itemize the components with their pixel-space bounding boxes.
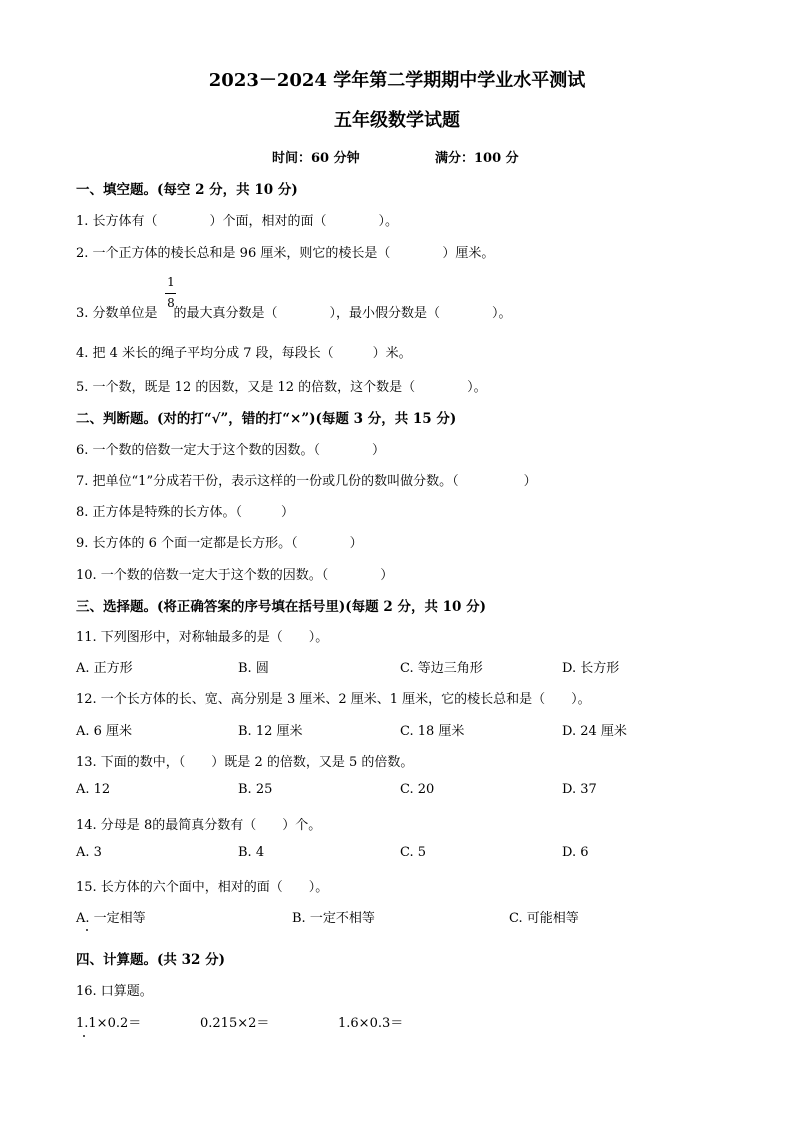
question-2: 2. 一个正方体的棱长总和是 96 厘米，则它的棱长是（ ）厘米。 (76, 246, 495, 261)
question-13: 13. 下面的数中，（ ）既是 2 的倍数，又是 5 的倍数。 (76, 755, 414, 770)
q13-option-a: A. 12 (76, 782, 111, 797)
question-6: 6. 一个数的倍数一定大于这个数的因数。（ ） (76, 443, 386, 458)
q11-option-d: D. 长方形 (562, 661, 620, 676)
question-10: 10. 一个数的倍数一定大于这个数的因数。（ ） (76, 568, 394, 583)
q13-option-b: B. 25 (238, 782, 273, 797)
question-12: 12. 一个长方体的长、宽、高分别是 3 厘米、2 厘米、1 厘米，它的棱长总和是（ ）。 (76, 692, 591, 707)
exam-time: 时间：60 分钟 (272, 151, 360, 166)
question-9: 9. 长方体的 6 个面一定都是长方形。（ ） (76, 536, 363, 551)
question-3-prefix: 3. 分数单位是 (76, 306, 158, 321)
section-true-false: 二、判断题。(对的打“√”，错的打“×”)(每题 3 分，共 15 分) (76, 411, 457, 427)
q12-option-b: B. 12 厘米 (238, 724, 303, 739)
fraction-denominator: 8 (167, 296, 175, 310)
q11-option-b: B. 圆 (238, 661, 269, 676)
fraction-numerator: 1 (167, 275, 175, 289)
stray-mark (86, 929, 88, 931)
q12-option-d: D. 24 厘米 (562, 724, 627, 739)
q11-option-c: C. 等边三角形 (400, 661, 483, 676)
q14-option-d: D. 6 (562, 845, 589, 860)
q14-option-b: B. 4 (238, 845, 265, 860)
calc-item-3: 1.6×0.3＝ (338, 1016, 404, 1031)
question-15: 15. 长方体的六个面中，相对的面（ ）。 (76, 880, 329, 895)
q15-option-b: B. 一定不相等 (292, 911, 375, 926)
calc-item-1: 1.1×0.2＝ (76, 1016, 142, 1031)
exam-score: 满分：100 分 (435, 151, 519, 166)
question-7: 7. 把单位“1”分成若干份，表示这样的一份或几份的数叫做分数。（ ） (76, 474, 537, 489)
question-16: 16. 口算题。 (76, 984, 153, 999)
fraction-bar (165, 293, 176, 294)
question-14: 14. 分母是 8的最简真分数有（ ）个。 (76, 818, 322, 833)
question-3-suffix: 的最大真分数是（ ），最小假分数是（ ）。 (173, 306, 512, 321)
question-8: 8. 正方体是特殊的长方体。（ ） (76, 505, 295, 520)
section-multiple-choice: 三、选择题。(将正确答案的序号填在括号里)(每题 2 分，共 10 分) (76, 599, 487, 615)
q14-option-c: C. 5 (400, 845, 427, 860)
question-1: 1. 长方体有（ ）个面，相对的面（ ）。 (76, 214, 399, 229)
q13-option-d: D. 37 (562, 782, 597, 797)
calc-item-2: 0.215×2＝ (200, 1016, 270, 1031)
q11-option-a: A. 正方形 (76, 661, 133, 676)
q14-option-a: A. 3 (76, 845, 102, 860)
section-fill-in-blank: 一、填空题。(每空 2 分，共 10 分) (76, 182, 298, 198)
question-11: 11. 下列图形中，对称轴最多的是（ ）。 (76, 630, 329, 645)
question-5: 5. 一个数，既是 12 的因数，又是 12 的倍数，这个数是（ ）。 (76, 380, 487, 395)
exam-subtitle: 五年级数学试题 (334, 110, 460, 131)
q15-option-c: C. 可能相等 (509, 911, 579, 926)
q12-option-a: A. 6 厘米 (76, 724, 133, 739)
section-calculation: 四、计算题。(共 32 分) (76, 952, 225, 968)
exam-title: 2023－2024 学年第二学期期中学业水平测试 (208, 70, 586, 91)
q15-option-a: A. 一定相等 (76, 911, 146, 926)
stray-mark (83, 1035, 85, 1037)
question-3 (76, 302, 512, 321)
q12-option-c: C. 18 厘米 (400, 724, 465, 739)
question-4: 4. 把 4 米长的绳子平均分成 7 段，每段长（ ）米。 (76, 346, 412, 361)
q13-option-c: C. 20 (400, 782, 435, 797)
